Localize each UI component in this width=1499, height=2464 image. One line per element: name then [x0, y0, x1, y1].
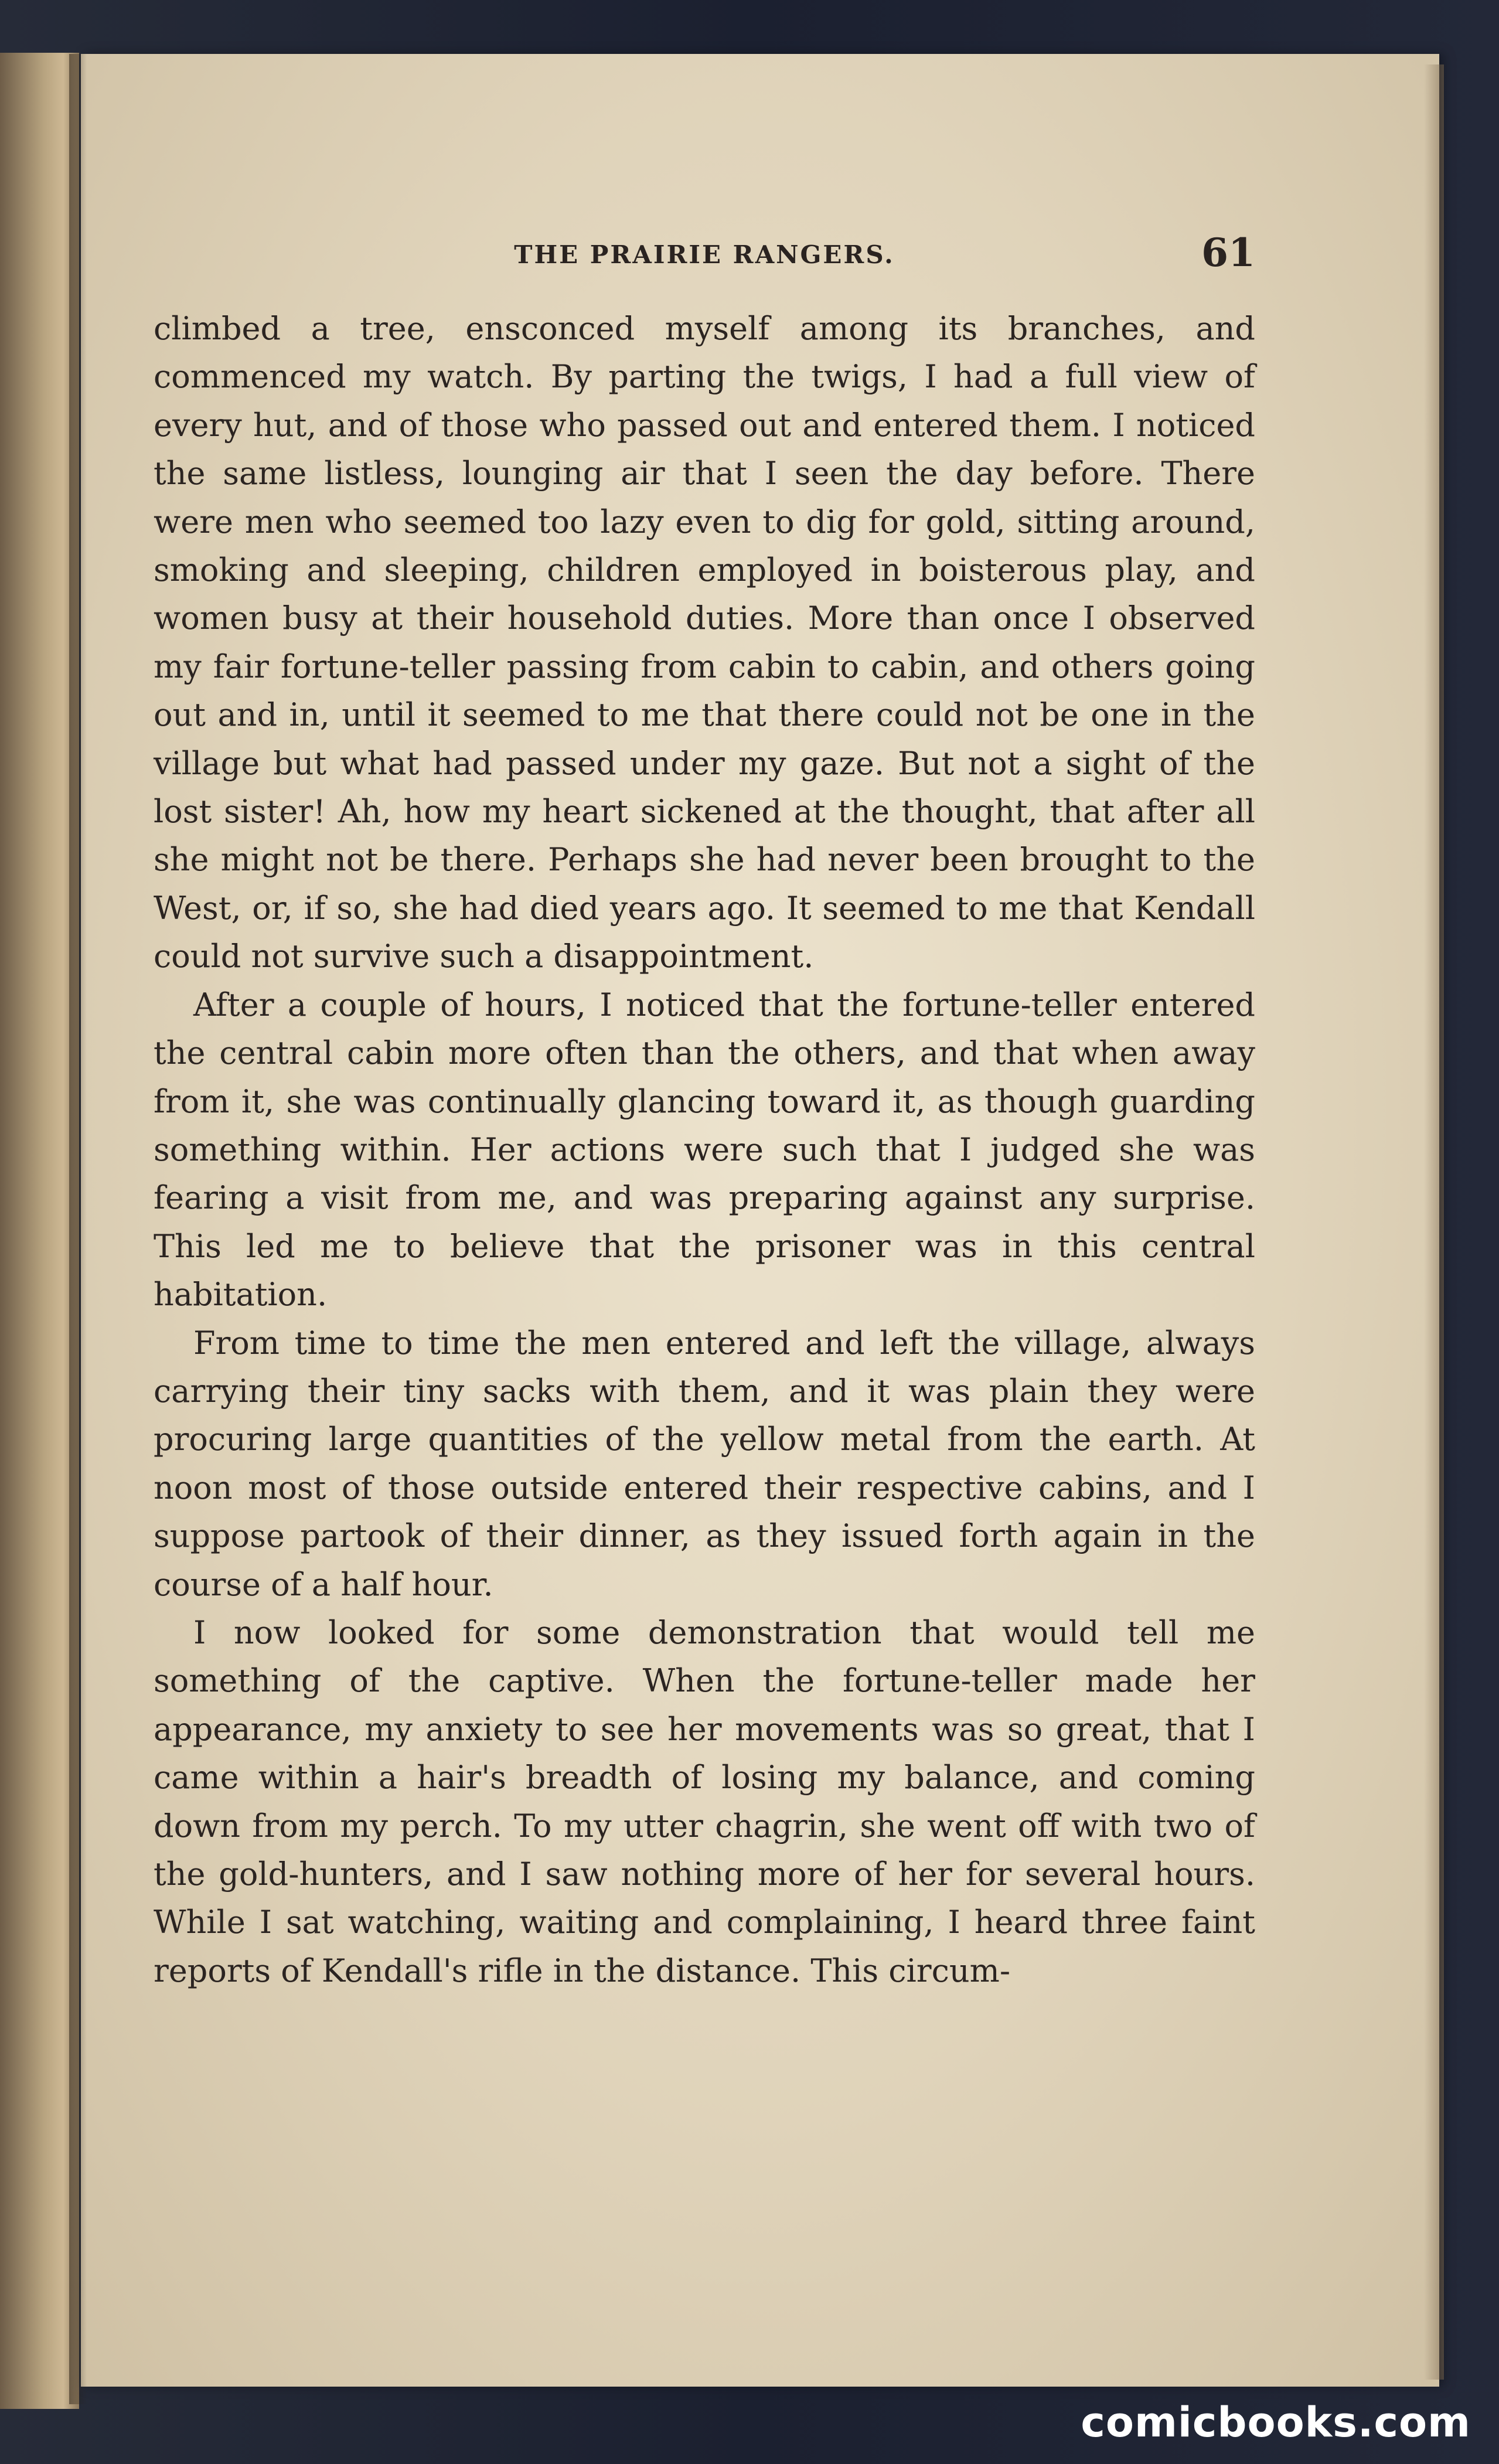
paragraph-3: From time to time the men entered and left the village, always carrying their tiny sacks with them, and it was plain they were procuring large quantities of the yellow metal from the earth. At noon most of those outside entered their respective cabins, and I suppose partook of their dinner, as they issued forth again in the course of a half hour.	[154, 1324, 1255, 1603]
page-right-edge-shadow	[1424, 64, 1444, 2380]
previous-page-edge	[0, 53, 79, 2409]
page-number: 61	[1201, 230, 1255, 275]
paragraph-1: climbed a tree, ensconced myself among its branches, and commenced my watch. By parting the twigs, I had a full view of every hut, and of those who passed out and entered them. I noticed the same listless, lounging air that I seen the day before. There were men who seemed too lazy even to dig for gold, sitting around, smoking and sleeping, children employed in boisterous play, and women busy at their household duties. More than once I observed my fair fortune-teller passing from cabin to cabin, and others going out and in, until it seemed to me that there could not be one in the village but what had passed under my gaze. But not a sight of the lost sister! Ah, how my heart sickened at the thought, that after all she might not be there. Perhaps she had never been brought to the West, or, if so, she had died years ago. It seemed to me that Kendall could not survive such a disappointment.	[154, 310, 1255, 975]
paragraph-2: After a couple of hours, I noticed that the fortune-teller entered the central cabin more often than the others, and that when away from it, she was continually glancing toward it, as though guarding something within. Her actions were such that I judged she was fearing a visit from me, and was preparing against any surprise. This led me to believe that the prisoner was in this central habitation.	[154, 986, 1255, 1313]
body-text	[154, 305, 1255, 1995]
page-header	[154, 230, 1255, 283]
page-gutter-shadow	[69, 54, 87, 2404]
running-head: THE PRAIRIE RANGERS.	[514, 240, 895, 269]
watermark: comicbooks.com	[1081, 2398, 1471, 2446]
paragraph-4: I now looked for some demonstration that would tell me something of the captive. When the fortune-teller made her appearance, my anxiety to see her movements was so great, that I came within a hair's breadth of losing my balance, and coming down from my perch. To my utter chagrin, she went off with two of the gold-hunters, and I saw nothing more of her for several hours. While I sat watching, waiting and complaining, I heard three faint reports of Kendall's rifle in the distance. This circum-	[154, 1614, 1255, 1989]
